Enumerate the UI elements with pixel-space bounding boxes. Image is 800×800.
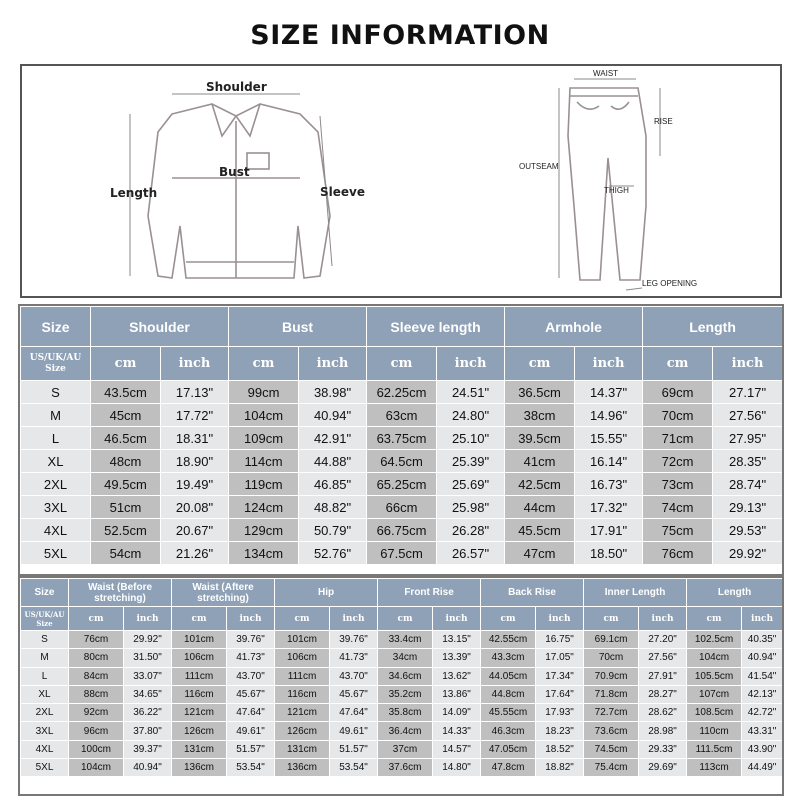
unit-inch: inch (639, 607, 687, 631)
value-cm-cell: 46.5cm (91, 427, 161, 450)
value-inch-cell: 18.50" (575, 542, 643, 565)
value-cm-cell: 63.75cm (367, 427, 437, 450)
value-cm-cell: 44cm (505, 496, 575, 519)
value-inch-cell: 17.32" (575, 496, 643, 519)
value-inch-cell: 34.65" (124, 685, 172, 703)
value-inch-cell: 41.54" (742, 667, 783, 685)
value-cm-cell: 62.25cm (367, 381, 437, 404)
unit-inch: inch (124, 607, 172, 631)
value-cm-cell: 75.4cm (584, 759, 639, 777)
value-inch-cell: 43.70" (227, 667, 275, 685)
value-cm-cell: 136cm (275, 759, 330, 777)
value-cm-cell: 35.8cm (378, 704, 433, 722)
value-inch-cell: 18.31" (161, 427, 229, 450)
pants-label-leg-opening: LEG OPENING (642, 279, 698, 288)
value-cm-cell: 70cm (643, 404, 713, 427)
unit-cm: cm (91, 347, 161, 381)
bottom-table-col-header: Inner Length (584, 579, 687, 607)
value-inch-cell: 53.54" (330, 759, 378, 777)
value-cm-cell: 96cm (69, 722, 124, 740)
value-cm-cell: 33.4cm (378, 631, 433, 649)
value-inch-cell: 39.76" (227, 631, 275, 649)
size-row (21, 473, 783, 496)
value-cm-cell: 44.8cm (481, 685, 536, 703)
value-cm-cell: 105.5cm (687, 667, 742, 685)
bottom-table-col-header: Back Rise (481, 579, 584, 607)
size-cell: 3XL (21, 496, 91, 519)
bottom-table-col-header: Length (687, 579, 783, 607)
size-row (21, 496, 783, 519)
value-inch-cell: 25.98" (437, 496, 505, 519)
value-inch-cell: 31.50" (124, 649, 172, 667)
value-cm-cell: 54cm (91, 542, 161, 565)
value-inch-cell: 27.56" (639, 649, 687, 667)
unit-inch: inch (742, 607, 783, 631)
size-row (21, 519, 783, 542)
unit-inch: inch (713, 347, 783, 381)
bottom-size-table-body (21, 579, 783, 777)
value-inch-cell: 14.57" (433, 740, 481, 758)
shirt-diagram (148, 104, 330, 278)
value-cm-cell: 43.5cm (91, 381, 161, 404)
unit-inch: inch (575, 347, 643, 381)
garment-diagrams (22, 66, 780, 296)
value-inch-cell: 14.96" (575, 404, 643, 427)
value-cm-cell: 102.5cm (687, 631, 742, 649)
size-row (21, 685, 783, 703)
size-row (21, 704, 783, 722)
value-cm-cell: 47cm (505, 542, 575, 565)
unit-cm: cm (505, 347, 575, 381)
size-row (21, 427, 783, 450)
value-inch-cell: 27.17" (713, 381, 783, 404)
value-cm-cell: 45cm (91, 404, 161, 427)
value-cm-cell: 114cm (229, 450, 299, 473)
value-inch-cell: 47.64" (330, 704, 378, 722)
value-inch-cell: 29.69" (639, 759, 687, 777)
value-inch-cell: 13.62" (433, 667, 481, 685)
bottom-table-size-header: Size (21, 579, 69, 607)
value-inch-cell: 24.80" (437, 404, 505, 427)
value-cm-cell: 80cm (69, 649, 124, 667)
value-cm-cell: 126cm (275, 722, 330, 740)
value-inch-cell: 27.20" (639, 631, 687, 649)
value-cm-cell: 51cm (91, 496, 161, 519)
value-inch-cell: 27.95" (713, 427, 783, 450)
value-inch-cell: 33.07" (124, 667, 172, 685)
size-row (21, 649, 783, 667)
value-inch-cell: 40.35" (742, 631, 783, 649)
value-cm-cell: 71cm (643, 427, 713, 450)
value-cm-cell: 38cm (505, 404, 575, 427)
top-table-col-header: Sleeve length (367, 307, 505, 347)
value-cm-cell: 37cm (378, 740, 433, 758)
value-inch-cell: 49.61" (227, 722, 275, 740)
value-inch-cell: 13.86" (433, 685, 481, 703)
unit-inch: inch (161, 347, 229, 381)
value-inch-cell: 29.92" (124, 631, 172, 649)
value-inch-cell: 37.80" (124, 722, 172, 740)
pants-label-waist: WAIST (593, 69, 619, 78)
value-cm-cell: 47.8cm (481, 759, 536, 777)
value-cm-cell: 131cm (172, 740, 227, 758)
size-cell: S (21, 381, 91, 404)
unit-cm: cm (69, 607, 124, 631)
value-cm-cell: 70.9cm (584, 667, 639, 685)
value-inch-cell: 28.35" (713, 450, 783, 473)
value-cm-cell: 73.6cm (584, 722, 639, 740)
value-inch-cell: 17.34" (536, 667, 584, 685)
value-inch-cell: 29.13" (713, 496, 783, 519)
value-inch-cell: 25.39" (437, 450, 505, 473)
size-cell: 5XL (21, 759, 69, 777)
size-row (21, 759, 783, 777)
value-cm-cell: 99cm (229, 381, 299, 404)
unit-inch: inch (227, 607, 275, 631)
value-cm-cell: 124cm (229, 496, 299, 519)
value-cm-cell: 36.5cm (505, 381, 575, 404)
value-cm-cell: 100cm (69, 740, 124, 758)
value-cm-cell: 35.2cm (378, 685, 433, 703)
value-cm-cell: 41cm (505, 450, 575, 473)
value-inch-cell: 13.39" (433, 649, 481, 667)
top-table-unit-row (21, 347, 783, 381)
value-inch-cell: 18.52" (536, 740, 584, 758)
value-inch-cell: 17.91" (575, 519, 643, 542)
value-inch-cell: 42.72" (742, 704, 783, 722)
bottom-table-col-header: Waist (Aftere stretching) (172, 579, 275, 607)
value-inch-cell: 28.27" (639, 685, 687, 703)
value-inch-cell: 17.72" (161, 404, 229, 427)
value-inch-cell: 42.13" (742, 685, 783, 703)
value-cm-cell: 108.5cm (687, 704, 742, 722)
value-inch-cell: 16.14" (575, 450, 643, 473)
value-inch-cell: 38.98" (299, 381, 367, 404)
value-cm-cell: 111cm (275, 667, 330, 685)
value-cm-cell: 45.5cm (505, 519, 575, 542)
value-cm-cell: 84cm (69, 667, 124, 685)
value-cm-cell: 66cm (367, 496, 437, 519)
shirt-label-bust: Bust (219, 165, 250, 179)
value-inch-cell: 40.94" (299, 404, 367, 427)
value-cm-cell: 104cm (69, 759, 124, 777)
value-cm-cell: 67.5cm (367, 542, 437, 565)
value-cm-cell: 126cm (172, 722, 227, 740)
top-table-col-header: Armhole (505, 307, 643, 347)
value-cm-cell: 72cm (643, 450, 713, 473)
unit-cm: cm (378, 607, 433, 631)
page-title: SIZE INFORMATION (250, 20, 550, 51)
value-cm-cell: 121cm (275, 704, 330, 722)
measurement-diagram (20, 64, 782, 298)
value-inch-cell: 17.13" (161, 381, 229, 404)
shirt-label-shoulder: Shoulder (206, 80, 267, 94)
value-cm-cell: 73cm (643, 473, 713, 496)
value-inch-cell: 15.55" (575, 427, 643, 450)
size-cell: XL (21, 450, 91, 473)
value-inch-cell: 45.67" (330, 685, 378, 703)
value-cm-cell: 65.25cm (367, 473, 437, 496)
value-cm-cell: 75cm (643, 519, 713, 542)
size-cell: 3XL (21, 722, 69, 740)
unit-inch: inch (437, 347, 505, 381)
value-inch-cell: 43.31" (742, 722, 783, 740)
value-cm-cell: 43.3cm (481, 649, 536, 667)
value-inch-cell: 27.91" (639, 667, 687, 685)
value-inch-cell: 42.91" (299, 427, 367, 450)
value-cm-cell: 63cm (367, 404, 437, 427)
size-cell: 4XL (21, 740, 69, 758)
unit-inch: inch (330, 607, 378, 631)
value-inch-cell: 41.73" (330, 649, 378, 667)
value-inch-cell: 40.94" (742, 649, 783, 667)
value-cm-cell: 44.05cm (481, 667, 536, 685)
value-inch-cell: 14.33" (433, 722, 481, 740)
value-cm-cell: 74cm (643, 496, 713, 519)
value-cm-cell: 76cm (643, 542, 713, 565)
value-inch-cell: 26.57" (437, 542, 505, 565)
unit-cm: cm (643, 347, 713, 381)
value-cm-cell: 101cm (275, 631, 330, 649)
value-cm-cell: 116cm (275, 685, 330, 703)
top-table-size-sublabel: US/UK/AU Size (21, 347, 91, 381)
value-inch-cell: 25.10" (437, 427, 505, 450)
value-cm-cell: 104cm (687, 649, 742, 667)
value-inch-cell: 17.05" (536, 649, 584, 667)
unit-cm: cm (584, 607, 639, 631)
size-cell: S (21, 631, 69, 649)
value-inch-cell: 24.51" (437, 381, 505, 404)
value-inch-cell: 29.53" (713, 519, 783, 542)
value-inch-cell: 47.64" (227, 704, 275, 722)
value-cm-cell: 116cm (172, 685, 227, 703)
value-inch-cell: 39.37" (124, 740, 172, 758)
value-cm-cell: 129cm (229, 519, 299, 542)
value-inch-cell: 43.90" (742, 740, 783, 758)
value-inch-cell: 40.94" (124, 759, 172, 777)
value-cm-cell: 70cm (584, 649, 639, 667)
value-cm-cell: 52.5cm (91, 519, 161, 542)
value-inch-cell: 18.82" (536, 759, 584, 777)
value-inch-cell: 46.85" (299, 473, 367, 496)
top-table-col-header: Bust (229, 307, 367, 347)
value-cm-cell: 111cm (172, 667, 227, 685)
value-inch-cell: 20.08" (161, 496, 229, 519)
value-cm-cell: 34cm (378, 649, 433, 667)
size-cell: 2XL (21, 704, 69, 722)
top-table-col-header: Length (643, 307, 783, 347)
value-inch-cell: 49.61" (330, 722, 378, 740)
pants-label-outseam: OUTSEAM (519, 162, 559, 171)
value-inch-cell: 19.49" (161, 473, 229, 496)
value-inch-cell: 17.64" (536, 685, 584, 703)
size-row (21, 450, 783, 473)
value-cm-cell: 109cm (229, 427, 299, 450)
unit-cm: cm (367, 347, 437, 381)
value-inch-cell: 18.23" (536, 722, 584, 740)
value-cm-cell: 69.1cm (584, 631, 639, 649)
value-inch-cell: 29.33" (639, 740, 687, 758)
value-cm-cell: 113cm (687, 759, 742, 777)
value-inch-cell: 36.22" (124, 704, 172, 722)
value-cm-cell: 42.5cm (505, 473, 575, 496)
unit-inch: inch (433, 607, 481, 631)
size-row (21, 722, 783, 740)
value-cm-cell: 107cm (687, 685, 742, 703)
value-cm-cell: 106cm (172, 649, 227, 667)
value-cm-cell: 47.05cm (481, 740, 536, 758)
value-inch-cell: 14.37" (575, 381, 643, 404)
bottom-table-header-row (21, 579, 783, 607)
value-cm-cell: 46.3cm (481, 722, 536, 740)
size-cell: 4XL (21, 519, 91, 542)
size-row (21, 381, 783, 404)
value-cm-cell: 42.55cm (481, 631, 536, 649)
value-inch-cell: 27.56" (713, 404, 783, 427)
value-cm-cell: 110cm (687, 722, 742, 740)
value-cm-cell: 134cm (229, 542, 299, 565)
size-row (21, 404, 783, 427)
shirt-label-length: Length (110, 186, 158, 200)
value-inch-cell: 18.90" (161, 450, 229, 473)
value-inch-cell: 14.80" (433, 759, 481, 777)
value-cm-cell: 36.4cm (378, 722, 433, 740)
unit-cm: cm (229, 347, 299, 381)
unit-cm: cm (172, 607, 227, 631)
top-table-header-row (21, 307, 783, 347)
size-cell: M (21, 649, 69, 667)
value-cm-cell: 76cm (69, 631, 124, 649)
size-cell: L (21, 427, 91, 450)
bottom-size-table (20, 578, 783, 777)
value-inch-cell: 50.79" (299, 519, 367, 542)
size-row (21, 740, 783, 758)
bottom-table-size-sublabel: US/UK/AU Size (21, 607, 69, 631)
value-cm-cell: 48cm (91, 450, 161, 473)
value-inch-cell: 26.28" (437, 519, 505, 542)
value-cm-cell: 64.5cm (367, 450, 437, 473)
value-inch-cell: 45.67" (227, 685, 275, 703)
value-inch-cell: 48.82" (299, 496, 367, 519)
value-cm-cell: 71.8cm (584, 685, 639, 703)
size-row (21, 631, 783, 649)
value-cm-cell: 45.55cm (481, 704, 536, 722)
value-inch-cell: 28.98" (639, 722, 687, 740)
value-inch-cell: 43.70" (330, 667, 378, 685)
bottom-table-col-header: Front Rise (378, 579, 481, 607)
value-inch-cell: 28.74" (713, 473, 783, 496)
value-cm-cell: 49.5cm (91, 473, 161, 496)
value-inch-cell: 20.67" (161, 519, 229, 542)
size-cell: 2XL (21, 473, 91, 496)
value-inch-cell: 21.26" (161, 542, 229, 565)
value-cm-cell: 88cm (69, 685, 124, 703)
value-cm-cell: 69cm (643, 381, 713, 404)
unit-inch: inch (536, 607, 584, 631)
top-size-table-body (21, 307, 783, 565)
value-inch-cell: 16.73" (575, 473, 643, 496)
value-inch-cell: 17.93" (536, 704, 584, 722)
value-inch-cell: 16.75" (536, 631, 584, 649)
unit-cm: cm (275, 607, 330, 631)
size-cell: XL (21, 685, 69, 703)
unit-cm: cm (687, 607, 742, 631)
value-inch-cell: 28.62" (639, 704, 687, 722)
value-cm-cell: 104cm (229, 404, 299, 427)
top-table-size-header: Size (21, 307, 91, 347)
value-inch-cell: 52.76" (299, 542, 367, 565)
size-row (21, 542, 783, 565)
value-inch-cell: 39.76" (330, 631, 378, 649)
value-inch-cell: 25.69" (437, 473, 505, 496)
value-cm-cell: 92cm (69, 704, 124, 722)
value-cm-cell: 101cm (172, 631, 227, 649)
size-cell: L (21, 667, 69, 685)
value-inch-cell: 53.54" (227, 759, 275, 777)
bottom-table-unit-row (21, 607, 783, 631)
pants-label-thigh: THIGH (604, 186, 629, 195)
value-inch-cell: 13.15" (433, 631, 481, 649)
pants-label-rise: RISE (654, 117, 673, 126)
unit-cm: cm (481, 607, 536, 631)
value-cm-cell: 106cm (275, 649, 330, 667)
value-inch-cell: 44.49" (742, 759, 783, 777)
shirt-label-sleeve: Sleeve (320, 185, 365, 199)
value-cm-cell: 34.6cm (378, 667, 433, 685)
value-inch-cell: 29.92" (713, 542, 783, 565)
bottom-table-col-header: Waist (Before stretching) (69, 579, 172, 607)
value-cm-cell: 131cm (275, 740, 330, 758)
value-cm-cell: 37.6cm (378, 759, 433, 777)
value-cm-cell: 121cm (172, 704, 227, 722)
value-inch-cell: 51.57" (330, 740, 378, 758)
unit-inch: inch (299, 347, 367, 381)
value-inch-cell: 14.09" (433, 704, 481, 722)
value-inch-cell: 41.73" (227, 649, 275, 667)
value-cm-cell: 136cm (172, 759, 227, 777)
value-cm-cell: 111.5cm (687, 740, 742, 758)
bottom-table-col-header: Hip (275, 579, 378, 607)
value-inch-cell: 44.88" (299, 450, 367, 473)
top-table-col-header: Shoulder (91, 307, 229, 347)
value-cm-cell: 66.75cm (367, 519, 437, 542)
pants-diagram (568, 88, 646, 280)
value-cm-cell: 119cm (229, 473, 299, 496)
top-size-table (20, 306, 783, 565)
size-cell: 5XL (21, 542, 91, 565)
size-cell: M (21, 404, 91, 427)
size-row (21, 667, 783, 685)
value-inch-cell: 51.57" (227, 740, 275, 758)
value-cm-cell: 74.5cm (584, 740, 639, 758)
value-cm-cell: 39.5cm (505, 427, 575, 450)
value-cm-cell: 72.7cm (584, 704, 639, 722)
